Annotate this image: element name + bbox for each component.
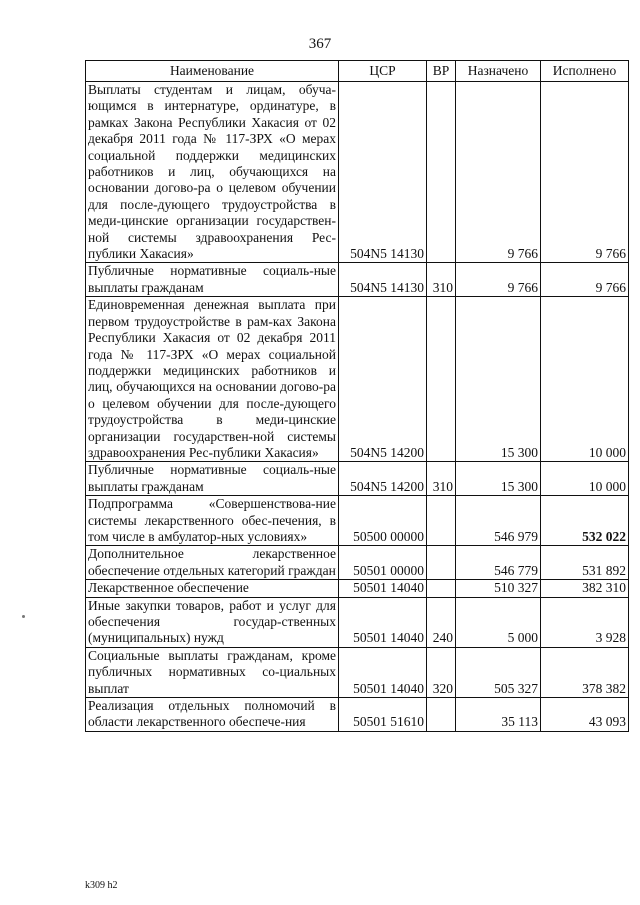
row-vr (427, 546, 456, 580)
row-executed: 382 310 (541, 580, 629, 597)
row-vr (427, 496, 456, 546)
header-vr: ВР (427, 61, 456, 82)
row-vr (427, 297, 456, 462)
row-assigned: 510 327 (456, 580, 541, 597)
row-vr: 240 (427, 597, 456, 647)
row-csr: 504N5 14130 (339, 82, 427, 263)
row-name: Реализация отдельных полномочий в области лекарственного обеспече-ния (86, 698, 339, 732)
row-executed: 10 000 (541, 297, 629, 462)
row-vr (427, 698, 456, 732)
header-executed: Исполнено (541, 61, 629, 82)
row-name: Иные закупки товаров, работ и услуг для обеспечения государ-ственных (муниципальных) нужд (86, 597, 339, 647)
row-name: Социальные выплаты гражданам, кроме публичных нормативных со-циальных выплат (86, 647, 339, 697)
row-name: Лекарственное обеспечение (86, 580, 339, 597)
table-row (86, 647, 629, 697)
page-number: 367 (308, 36, 332, 52)
margin-dot (22, 615, 25, 618)
header-assigned: Назначено (456, 61, 541, 82)
row-assigned: 5 000 (456, 597, 541, 647)
budget-table (85, 60, 629, 732)
row-executed: 9 766 (541, 82, 629, 263)
table-row (86, 496, 629, 546)
table-row (86, 462, 629, 496)
row-name: Публичные нормативные социаль-ные выплаты гражданам (86, 462, 339, 496)
row-vr: 310 (427, 462, 456, 496)
row-csr: 50501 00000 (339, 546, 427, 580)
row-name: Выплаты студентам и лицам, обуча-ющимся в интернатуре, ординатуре, в рамках Закона Республики Хакасия от 02 декабря 2011 года № 117-ЗРХ «О мерах социальной поддержки медицинских работников и лиц, обучающихся на основании догово-ра о целевом обучении для после-дующего трудоустройства в меди-цинские организации государствен-ной системы здравоохранения Рес-публики Хакасия» (86, 82, 339, 263)
row-assigned: 9 766 (456, 82, 541, 263)
row-executed: 531 892 (541, 546, 629, 580)
row-name: Подпрограмма «Совершенствова-ние системы лекарственного обес-печения, в том числе в амбулатор-ных условиях» (86, 496, 339, 546)
table-row (86, 263, 629, 297)
row-csr: 50500 00000 (339, 496, 427, 546)
row-csr: 50501 14040 (339, 647, 427, 697)
row-name: Дополнительное лекарственное обеспечение отдельных категорий граждан (86, 546, 339, 580)
row-assigned: 9 766 (456, 263, 541, 297)
footer-code: k309 h2 (85, 880, 118, 891)
row-assigned: 15 300 (456, 462, 541, 496)
row-name: Единовременная денежная выплата при первом трудоустройстве в рам-ках Закона Республики Хакасия от 02 декабря 2011 года № 117-ЗРХ «О мерах социальной поддержки медицинских работников и лиц, обучающихся на основании догово-ра о целевом обучении для после-дующего трудоустройства в меди-цинские организации государствен-ной системы здравоохранения Рес-публики Хакасия» (86, 297, 339, 462)
row-vr: 310 (427, 263, 456, 297)
row-assigned: 505 327 (456, 647, 541, 697)
table-row (86, 297, 629, 462)
row-csr: 504N5 14200 (339, 462, 427, 496)
row-vr (427, 82, 456, 263)
row-executed: 3 928 (541, 597, 629, 647)
row-executed: 532 022 (541, 496, 629, 546)
row-assigned: 546 979 (456, 496, 541, 546)
row-vr: 320 (427, 647, 456, 697)
row-assigned: 546 779 (456, 546, 541, 580)
row-assigned: 35 113 (456, 698, 541, 732)
row-name: Публичные нормативные социаль-ные выплаты гражданам (86, 263, 339, 297)
table-row (86, 597, 629, 647)
row-executed: 43 093 (541, 698, 629, 732)
table-row (86, 82, 629, 263)
row-executed: 9 766 (541, 263, 629, 297)
table-header-row (86, 61, 629, 82)
row-executed: 378 382 (541, 647, 629, 697)
table-row (86, 580, 629, 597)
row-vr (427, 580, 456, 597)
table-row (86, 546, 629, 580)
row-csr: 504N5 14130 (339, 263, 427, 297)
row-executed: 10 000 (541, 462, 629, 496)
row-csr: 50501 14040 (339, 597, 427, 647)
row-csr: 50501 51610 (339, 698, 427, 732)
header-csr: ЦСР (339, 61, 427, 82)
header-name: Наименование (86, 61, 339, 82)
row-csr: 504N5 14200 (339, 297, 427, 462)
row-csr: 50501 14040 (339, 580, 427, 597)
table-row (86, 698, 629, 732)
row-assigned: 15 300 (456, 297, 541, 462)
